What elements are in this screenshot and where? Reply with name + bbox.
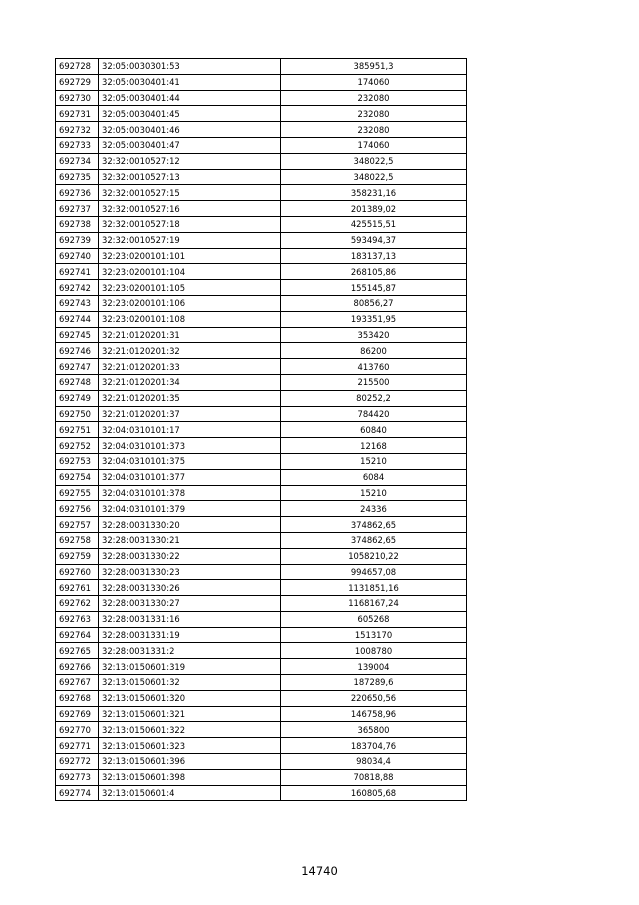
value-cell: 413760 (281, 359, 467, 375)
value-cell: 605268 (281, 611, 467, 627)
value-cell: 374862,65 (281, 532, 467, 548)
cadastral-number-cell: 32:23:0200101:101 (99, 248, 281, 264)
table-row (56, 137, 467, 153)
table-row (56, 643, 467, 659)
row-id-cell: 692733 (56, 137, 99, 153)
table-row (56, 769, 467, 785)
cadastral-number-cell: 32:13:0150601:323 (99, 738, 281, 754)
cadastral-number-cell: 32:32:0010527:16 (99, 201, 281, 217)
row-id-cell: 692734 (56, 153, 99, 169)
table-row (56, 106, 467, 122)
row-id-cell: 692774 (56, 785, 99, 801)
value-cell: 593494,37 (281, 232, 467, 248)
cadastral-number-cell: 32:28:0031330:27 (99, 596, 281, 612)
row-id-cell: 692746 (56, 343, 99, 359)
cadastral-number-cell: 32:28:0031330:20 (99, 517, 281, 533)
value-cell: 24336 (281, 501, 467, 517)
row-id-cell: 692756 (56, 501, 99, 517)
cadastral-number-cell: 32:28:0031331:2 (99, 643, 281, 659)
row-id-cell: 692732 (56, 122, 99, 138)
value-cell: 139004 (281, 659, 467, 675)
value-cell: 994657,08 (281, 564, 467, 580)
table-row (56, 706, 467, 722)
value-cell: 215500 (281, 374, 467, 390)
row-id-cell: 692752 (56, 438, 99, 454)
value-cell: 425515,51 (281, 216, 467, 232)
value-cell: 232080 (281, 90, 467, 106)
value-cell: 80252,2 (281, 390, 467, 406)
table-row (56, 201, 467, 217)
cadastral-number-cell: 32:28:0031330:23 (99, 564, 281, 580)
row-id-cell: 692737 (56, 201, 99, 217)
value-cell: 365800 (281, 722, 467, 738)
row-id-cell: 692763 (56, 611, 99, 627)
value-cell: 183704,76 (281, 738, 467, 754)
value-cell: 98034,4 (281, 754, 467, 770)
value-cell: 183137,13 (281, 248, 467, 264)
cadastral-number-cell: 32:23:0200101:108 (99, 311, 281, 327)
row-id-cell: 692762 (56, 596, 99, 612)
row-id-cell: 692747 (56, 359, 99, 375)
table-row (56, 169, 467, 185)
row-id-cell: 692767 (56, 675, 99, 691)
row-id-cell: 692753 (56, 453, 99, 469)
cadastral-number-cell: 32:32:0010527:15 (99, 185, 281, 201)
table-row (56, 596, 467, 612)
cadastral-number-cell: 32:23:0200101:104 (99, 264, 281, 280)
row-id-cell: 692728 (56, 59, 99, 75)
table-row (56, 754, 467, 770)
row-id-cell: 692760 (56, 564, 99, 580)
value-cell: 232080 (281, 106, 467, 122)
row-id-cell: 692741 (56, 264, 99, 280)
cadastral-number-cell: 32:28:0031330:22 (99, 548, 281, 564)
row-id-cell: 692768 (56, 690, 99, 706)
row-id-cell: 692735 (56, 169, 99, 185)
value-cell: 1513170 (281, 627, 467, 643)
cadastral-number-cell: 32:13:0150601:321 (99, 706, 281, 722)
table-row (56, 280, 467, 296)
cadastral-number-cell: 32:32:0010527:12 (99, 153, 281, 169)
row-id-cell: 692769 (56, 706, 99, 722)
cadastral-number-cell: 32:32:0010527:18 (99, 216, 281, 232)
row-id-cell: 692755 (56, 485, 99, 501)
row-id-cell: 692758 (56, 532, 99, 548)
row-id-cell: 692754 (56, 469, 99, 485)
cadastral-number-cell: 32:21:0120201:37 (99, 406, 281, 422)
table-row (56, 343, 467, 359)
cadastral-number-cell: 32:05:0030401:47 (99, 137, 281, 153)
cadastral-number-cell: 32:04:0310101:379 (99, 501, 281, 517)
cadastral-value-table (55, 58, 467, 801)
cadastral-number-cell: 32:32:0010527:19 (99, 232, 281, 248)
value-cell: 385951,3 (281, 59, 467, 75)
cadastral-number-cell: 32:13:0150601:398 (99, 769, 281, 785)
cadastral-number-cell: 32:23:0200101:106 (99, 295, 281, 311)
table-row (56, 785, 467, 801)
cadastral-number-cell: 32:21:0120201:32 (99, 343, 281, 359)
table-row (56, 580, 467, 596)
row-id-cell: 692771 (56, 738, 99, 754)
table-row (56, 675, 467, 691)
table-row (56, 611, 467, 627)
cadastral-number-cell: 32:21:0120201:33 (99, 359, 281, 375)
value-cell: 374862,65 (281, 517, 467, 533)
table-row (56, 659, 467, 675)
table-row (56, 359, 467, 375)
cadastral-number-cell: 32:21:0120201:35 (99, 390, 281, 406)
cadastral-number-cell: 32:21:0120201:31 (99, 327, 281, 343)
row-id-cell: 692736 (56, 185, 99, 201)
table-row (56, 532, 467, 548)
cadastral-number-cell: 32:04:0310101:378 (99, 485, 281, 501)
table-row (56, 438, 467, 454)
row-id-cell: 692743 (56, 295, 99, 311)
value-cell: 15210 (281, 485, 467, 501)
cadastral-number-cell: 32:04:0310101:375 (99, 453, 281, 469)
cadastral-number-cell: 32:05:0030301:53 (99, 59, 281, 75)
table-row (56, 690, 467, 706)
row-id-cell: 692749 (56, 390, 99, 406)
page-number: 14740 (301, 864, 338, 878)
row-id-cell: 692745 (56, 327, 99, 343)
value-cell: 784420 (281, 406, 467, 422)
row-id-cell: 692750 (56, 406, 99, 422)
value-cell: 358231,16 (281, 185, 467, 201)
cadastral-number-cell: 32:04:0310101:17 (99, 422, 281, 438)
row-id-cell: 692770 (56, 722, 99, 738)
value-cell: 174060 (281, 137, 467, 153)
table-row (56, 627, 467, 643)
cadastral-number-cell: 32:04:0310101:373 (99, 438, 281, 454)
cadastral-number-cell: 32:13:0150601:396 (99, 754, 281, 770)
value-cell: 348022,5 (281, 169, 467, 185)
row-id-cell: 692772 (56, 754, 99, 770)
table-row (56, 548, 467, 564)
value-cell: 348022,5 (281, 153, 467, 169)
cadastral-number-cell: 32:28:0031331:16 (99, 611, 281, 627)
cadastral-number-cell: 32:13:0150601:32 (99, 675, 281, 691)
value-cell: 220650,56 (281, 690, 467, 706)
cadastral-number-cell: 32:05:0030401:44 (99, 90, 281, 106)
row-id-cell: 692729 (56, 74, 99, 90)
table-row (56, 264, 467, 280)
table-row (56, 122, 467, 138)
value-cell: 155145,87 (281, 280, 467, 296)
cadastral-number-cell: 32:21:0120201:34 (99, 374, 281, 390)
row-id-cell: 692764 (56, 627, 99, 643)
value-cell: 160805,68 (281, 785, 467, 801)
table-row (56, 216, 467, 232)
row-id-cell: 692730 (56, 90, 99, 106)
table-row (56, 327, 467, 343)
table-row (56, 59, 467, 75)
table-row (56, 153, 467, 169)
cadastral-number-cell: 32:23:0200101:105 (99, 280, 281, 296)
table-row (56, 485, 467, 501)
row-id-cell: 692742 (56, 280, 99, 296)
table-row (56, 422, 467, 438)
table-row (56, 185, 467, 201)
value-cell: 86200 (281, 343, 467, 359)
cadastral-number-cell: 32:13:0150601:319 (99, 659, 281, 675)
table-row (56, 738, 467, 754)
row-id-cell: 692759 (56, 548, 99, 564)
value-cell: 60840 (281, 422, 467, 438)
table-row (56, 501, 467, 517)
value-cell: 193351,95 (281, 311, 467, 327)
row-id-cell: 692731 (56, 106, 99, 122)
value-cell: 1058210,22 (281, 548, 467, 564)
value-cell: 174060 (281, 74, 467, 90)
cadastral-number-cell: 32:05:0030401:45 (99, 106, 281, 122)
value-cell: 1008780 (281, 643, 467, 659)
value-cell: 201389,02 (281, 201, 467, 217)
row-id-cell: 692751 (56, 422, 99, 438)
table-row (56, 722, 467, 738)
table-row (56, 311, 467, 327)
row-id-cell: 692740 (56, 248, 99, 264)
table-body (56, 59, 467, 801)
value-cell: 80856,27 (281, 295, 467, 311)
table-row (56, 295, 467, 311)
value-cell: 70818,88 (281, 769, 467, 785)
row-id-cell: 692765 (56, 643, 99, 659)
table-row (56, 469, 467, 485)
cadastral-number-cell: 32:13:0150601:4 (99, 785, 281, 801)
table-row (56, 374, 467, 390)
table-row (56, 453, 467, 469)
cadastral-number-cell: 32:28:0031330:26 (99, 580, 281, 596)
row-id-cell: 692766 (56, 659, 99, 675)
cadastral-number-cell: 32:28:0031331:19 (99, 627, 281, 643)
row-id-cell: 692748 (56, 374, 99, 390)
value-cell: 187289,6 (281, 675, 467, 691)
row-id-cell: 692739 (56, 232, 99, 248)
value-cell: 353420 (281, 327, 467, 343)
cadastral-number-cell: 32:05:0030401:41 (99, 74, 281, 90)
table-row (56, 406, 467, 422)
row-id-cell: 692744 (56, 311, 99, 327)
table-row (56, 74, 467, 90)
value-cell: 146758,96 (281, 706, 467, 722)
table-row (56, 248, 467, 264)
cadastral-number-cell: 32:13:0150601:322 (99, 722, 281, 738)
cadastral-number-cell: 32:28:0031330:21 (99, 532, 281, 548)
value-cell: 6084 (281, 469, 467, 485)
table-row (56, 517, 467, 533)
value-cell: 268105,86 (281, 264, 467, 280)
cadastral-number-cell: 32:13:0150601:320 (99, 690, 281, 706)
value-cell: 1131851,16 (281, 580, 467, 596)
row-id-cell: 692773 (56, 769, 99, 785)
row-id-cell: 692738 (56, 216, 99, 232)
value-cell: 12168 (281, 438, 467, 454)
value-cell: 232080 (281, 122, 467, 138)
row-id-cell: 692757 (56, 517, 99, 533)
row-id-cell: 692761 (56, 580, 99, 596)
table-row (56, 390, 467, 406)
cadastral-number-cell: 32:32:0010527:13 (99, 169, 281, 185)
table-row (56, 232, 467, 248)
table-row (56, 90, 467, 106)
table-row (56, 564, 467, 580)
value-cell: 15210 (281, 453, 467, 469)
value-cell: 1168167,24 (281, 596, 467, 612)
cadastral-number-cell: 32:04:0310101:377 (99, 469, 281, 485)
cadastral-number-cell: 32:05:0030401:46 (99, 122, 281, 138)
